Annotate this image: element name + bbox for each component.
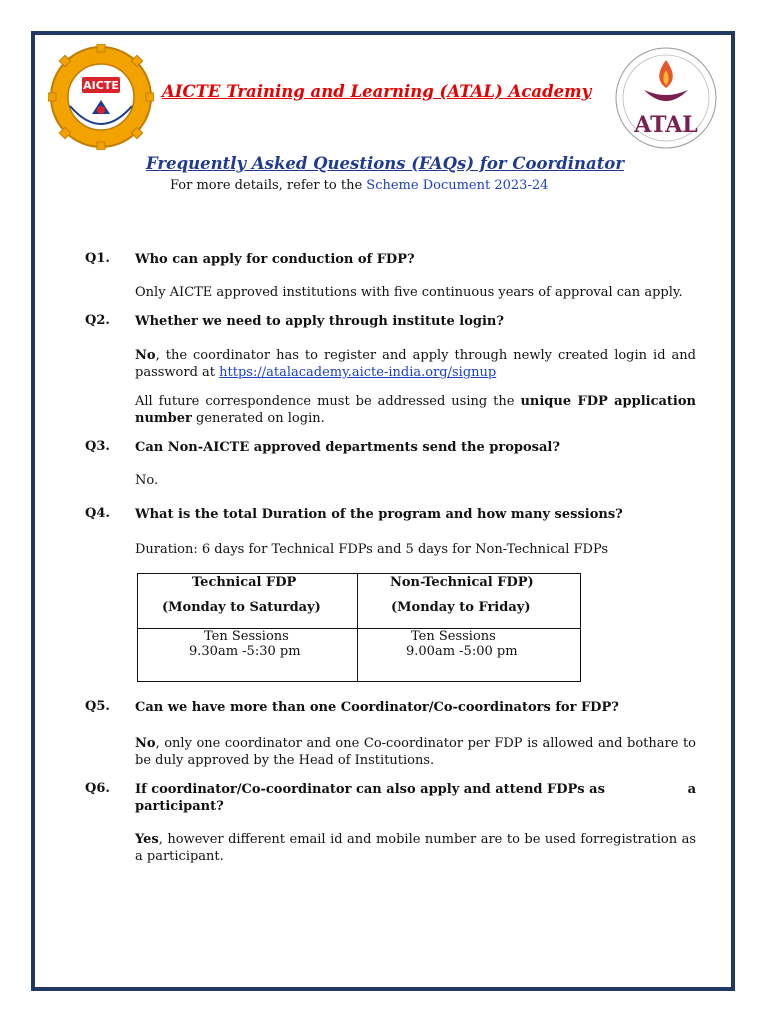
q6-question-line2: participant?	[135, 799, 224, 814]
q4-number: Q4.	[85, 506, 110, 521]
q2-answer-2-post: generated on login.	[191, 411, 325, 426]
q5-answer-rest: , only one coordinator and one Co-coordinator per FDP is allowed and bothare to be duly approved by the Head of Institutions.	[135, 736, 696, 768]
atal-wordmark: ATAL	[634, 112, 698, 138]
gear-seal-icon	[48, 44, 154, 150]
scheme-document-link[interactable]: Scheme Document 2023-24	[366, 178, 549, 193]
atal-logo	[612, 44, 720, 154]
q2-answer-2-pre: All future correspondence must be addressed using the	[135, 394, 521, 409]
faq-title: Frequently Asked Questions (FAQs) for Coordinator	[146, 154, 625, 173]
q3-answer: No.	[135, 473, 159, 488]
q2-answer-1	[135, 347, 696, 381]
q2-answer-no: No	[135, 348, 156, 363]
q2-number: Q2.	[85, 313, 110, 328]
q6-answer-yes: Yes	[135, 832, 159, 847]
q6-question	[135, 781, 696, 815]
non-technical-days: (Monday to Friday)	[391, 600, 531, 615]
q1-answer: Only AICTE approved institutions with five continuous years of approval can apply.	[135, 285, 683, 300]
non-technical-sessions-cell	[358, 629, 581, 682]
q1-number: Q1.	[85, 251, 110, 266]
technical-days: (Monday to Saturday)	[162, 600, 321, 615]
q5-answer	[135, 735, 696, 769]
q4-answer: Duration: 6 days for Technical FDPs and 5 days for Non-Technical FDPs	[135, 542, 609, 557]
q4-question: What is the total Duration of the program and how many sessions?	[135, 507, 623, 522]
academy-title: AICTE Training and Learning (ATAL) Academy	[162, 82, 592, 101]
technical-timing: 9.30am -5:30 pm	[189, 644, 301, 659]
q1-question: Who can apply for conduction of FDP?	[135, 252, 415, 267]
q3-question: Can Non-AICTE approved departments send the proposal?	[135, 440, 560, 455]
non-technical-header-cell	[358, 574, 581, 629]
q2-answer-2	[135, 393, 696, 427]
aicte-logo	[48, 44, 154, 150]
q6-number: Q6.	[85, 781, 110, 796]
q5-question: Can we have more than one Coordinator/Co-coordinators for FDP?	[135, 700, 619, 715]
technical-header-cell	[138, 574, 358, 629]
q5-answer-no: No	[135, 736, 156, 751]
schedule-table	[137, 573, 581, 682]
refer-prefix: For more details, refer to the	[170, 178, 367, 193]
q2-answer-rest: , the coordinator has to register and apply through newly created login id and password at	[135, 348, 696, 380]
q5-number: Q5.	[85, 699, 110, 714]
technical-sessions: Ten Sessions	[204, 629, 289, 644]
aicte-logo-text: AICTE	[83, 79, 119, 92]
technical-sessions-cell	[138, 629, 358, 682]
signup-link[interactable]: https://atalacademy.aicte-india.org/signup	[219, 365, 497, 380]
q6-question-a: a	[687, 782, 696, 797]
q2-answer-2-bold: unique FDP application number	[135, 394, 696, 426]
q3-number: Q3.	[85, 439, 110, 454]
q6-answer-rest: , however different email id and mobile number are to be used forregistration as a participant.	[135, 832, 696, 864]
non-technical-timing: 9.00am -5:00 pm	[406, 644, 518, 659]
q2-question: Whether we need to apply through institute login?	[135, 314, 504, 329]
technical-title: Technical FDP	[192, 575, 297, 590]
non-technical-title: Non-Technical FDP)	[390, 575, 534, 590]
q6-question-line1: If coordinator/Co-coordinator can also apply and attend FDPs as	[135, 782, 605, 797]
q6-answer	[135, 831, 696, 865]
non-technical-sessions: Ten Sessions	[411, 629, 496, 644]
refer-line	[170, 178, 548, 193]
